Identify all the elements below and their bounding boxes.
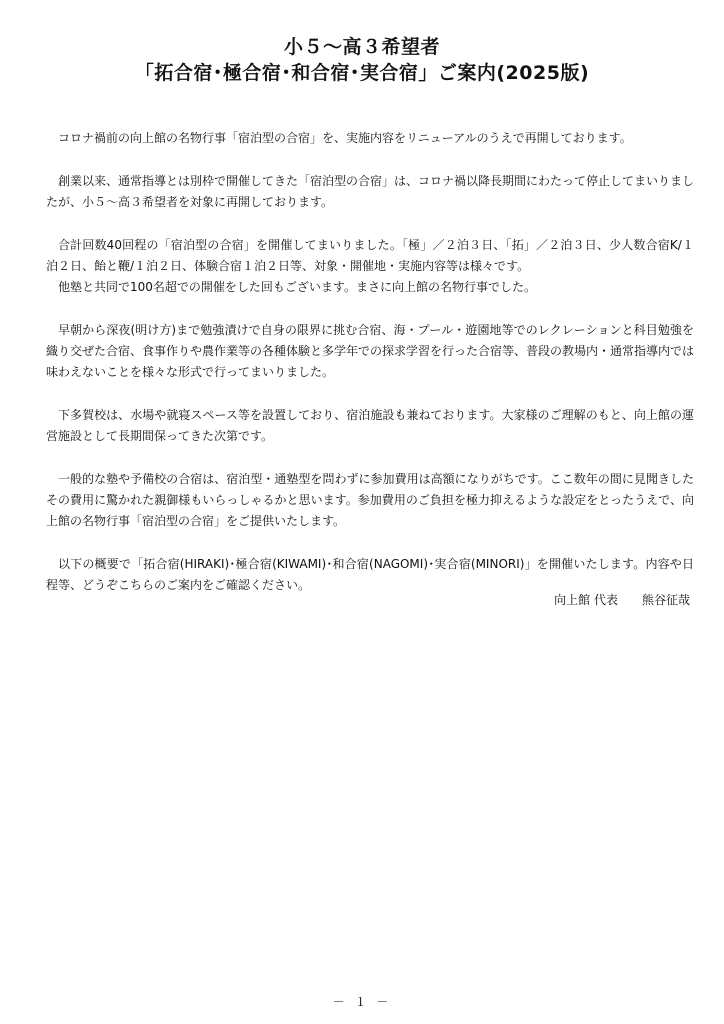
paragraph-content: 早朝から深夜(明け方)まで勉強漬けで自身の限界に挑む合宿、海・プール・遊園地等でのレクレーションと科目勉強を織り交ぜた合宿、食事作りや農作業等の各種体験と多学年での探求学習を行った合宿等、普段の教場内・通常指導内では味わえないことを様々な形式で行ってまいりました。 [46,323,695,379]
paragraph-count: 合計回数40回程の「宿泊型の合宿」を開催してまいりました。「極」／２泊３日、「拓」／２泊３日、少人数合宿K/１泊２日、飴と鞭/１泊２日、体験合宿１泊２日等、対象・開催地・実施内容等は様々です。 [46,238,694,273]
paragraph-history: 創業以来、通常指導とは別枠で開催してきた「宿泊型の合宿」は、コロナ禍以降長期間にわたって停止してまいりましたが、小５～高３希望者を対象に再開しております。 [46,174,695,209]
title-line-1: 小５～高３希望者 [283,36,440,58]
signature [554,591,690,609]
paragraph-intro: コロナ禍前の向上館の名物行事「宿泊型の合宿」を、実施内容をリニューアルのうえで再開しております。 [58,131,632,145]
signature-role: 代表 [593,593,618,607]
paragraph-joint: 他塾と共同で100名超での開催をした回もございます。まさに向上館の名物行事でした。 [58,280,536,294]
paragraph-facility: 下多賀校は、水場や就寝スペース等を設置しており、宿泊施設も兼ねております。大家様のご理解のもと、向上館の運営施設として長期間保ってきた次第です。 [46,408,694,443]
page-number: － １ － [332,995,392,1009]
paragraph-cost: 一般的な塾や予備校の合宿は、宿泊型・通塾型を問わずに参加費用は高額になりがちです。ここ数年の間に見聞きしたその費用に驚かれた親御様もいらっしゃるかと思います。参加費用のご負担を極力抑えるような設定をとったうえで、向上館の名物行事「宿泊型の合宿」をご提供いたします。 [46,472,694,528]
paragraph-outline: 以下の概要で「拓合宿(HIRAKI)･極合宿(KIWAMI)･和合宿(NAGOMI)･実合宿(MINORI)」を開催いたします。内容や日程等、どうぞこちらのご案内をご確認ください。 [46,557,694,592]
signature-name: 熊谷征哉 [641,593,690,607]
title-line-2: 「拓合宿･極合宿･和合宿･実合宿」ご案内(2025版) [134,62,590,84]
body-text [46,128,694,618]
signature-org: 向上館 [554,593,591,607]
document-title [0,34,724,86]
